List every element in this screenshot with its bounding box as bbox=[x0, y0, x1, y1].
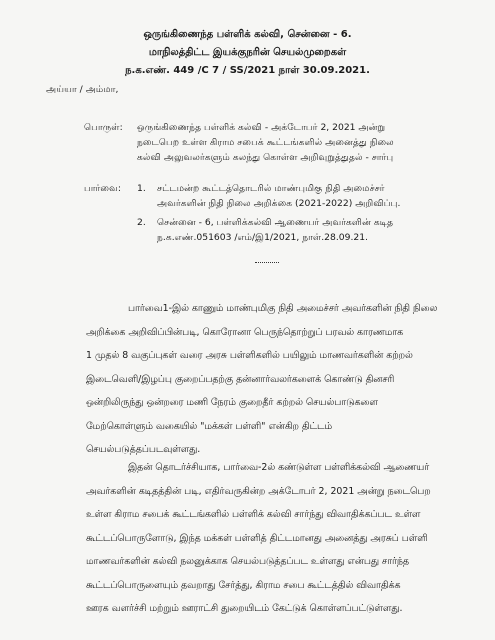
paragraph-line: 1 முதல் 8 வகுப்புகள் வரை அரசு பள்ளிகளில் பயிலும் மாணவர்களின் கற்றல் bbox=[86, 350, 413, 361]
paragraph-line: கூட்டப்பொருளையும் தவறாது சேர்த்து, கிராம சபை கூட்டத்தில் விவாதிக்க bbox=[86, 579, 401, 591]
reference-line: அவர்களின் நிதி நிலை அறிக்கை (2021-2022) அறிவிப்பு. bbox=[157, 198, 401, 209]
reference-line: ந.க.எண்.051603 /எம்/இ1/2021, நாள்.28.09.21. bbox=[157, 232, 368, 243]
paragraph-line: கூட்டப்பொருளோடு, இந்த மக்கள் பள்ளித் திட்டமானது அனைத்து அரசுப் பள்ளி bbox=[86, 532, 428, 544]
paragraph-line: மேற்கொள்ளும் வகையில் "மக்கள் பள்ளி" என்கிற திட்டம் bbox=[86, 420, 333, 432]
paragraph-line: உள்ள கிராம சபைக் கூட்டங்களில் பள்ளிக் கல்வி சார்ந்து விவாதிக்கப்பட உள்ள bbox=[86, 509, 421, 520]
reference-line: சட்டமன்ற கூட்டத்தொடரில் மாண்புமிகு நிதி அமைச்சர் bbox=[157, 183, 385, 194]
paragraph-line: இதன் தொடர்ச்சியாக, பார்வை-2ல் கண்டுள்ள பள்ளிக்கல்வி ஆணையர் bbox=[128, 462, 430, 473]
subject-line: நடைபெற உள்ள கிராம சபைக் கூட்டங்களில் அனைத்து நிலை bbox=[137, 137, 394, 148]
paragraph-line: இடைவெளி/இழப்பு குறைப்பதற்கு தன்னார்வலர்களைக் கொண்டு தினசரி bbox=[86, 373, 395, 385]
reference-number-1: 1. bbox=[137, 183, 146, 194]
paragraph-line: ஒன்றிலிருந்து ஒன்றரை மணி நேரம் குறைதீர் கற்றல் செயல்பாடுகளை bbox=[86, 397, 378, 408]
paragraph-line: செயல்படுத்தப்படவுள்ளது. bbox=[86, 444, 201, 455]
body-paragraph-1 bbox=[86, 297, 471, 462]
subject-line: ஒருங்கிணைந்த பள்ளிக் கல்வி - அக்டோபர் 2, 2021 அன்று bbox=[137, 122, 386, 133]
reference-number-2: 2. bbox=[137, 217, 146, 228]
reference-number: ந.க.எண். 449 /C 7 / SS/2021 நாள் 30.09.2021. bbox=[125, 65, 370, 76]
paragraph-line: பார்வை1-இல் காணும் மாண்புமிகு நிதி அமைச்சர் அவர்களின் நிதி நிலை bbox=[128, 303, 438, 314]
proceedings-title: மாநிலத்திட்ட இயக்குநரின் செயல்முறைகள் bbox=[148, 47, 347, 58]
subject-label: பொருள்: bbox=[84, 122, 123, 133]
reference-label: பார்வை: bbox=[84, 183, 122, 194]
office-name: ஒருங்கிணைந்த பள்ளிக் கல்வி, சென்னை - 6. bbox=[143, 29, 352, 40]
reference-line: சென்னை - 6, பள்ளிக்கல்வி ஆணையர் அவர்களின் கடித bbox=[157, 217, 394, 228]
salutation: அய்யா / அம்மா, bbox=[46, 84, 119, 95]
paragraph-line: அவர்களின் கடிதத்தின் படி, எதிர்வருகின்ற அக்டோபர் 2, 2021 அன்று நடைபெற bbox=[86, 485, 431, 497]
subject-line: கல்வி அலுவலர்களும் கலந்து கொள்ள அறிவுறுத்துதல் - சார்பு bbox=[137, 152, 394, 163]
separator bbox=[255, 262, 279, 263]
paragraph-line: ஊரக வளர்ச்சி மற்றும் ஊராட்சி துறையிடம் கேட்டுக் கொள்ளப்பட்டுள்ளது. bbox=[86, 603, 403, 614]
paragraph-line: மாணவர்களின் கல்வி நலனுக்காக செயல்படுத்தப்பட உள்ளது என்பது சார்ந்த bbox=[86, 556, 410, 567]
paragraph-line: அறிக்கை அறிவிப்பின்படி, கொரோனா பெருந்தொற்றுப் பரவல் காரணமாக bbox=[86, 326, 404, 338]
body-paragraph-2 bbox=[86, 456, 471, 621]
